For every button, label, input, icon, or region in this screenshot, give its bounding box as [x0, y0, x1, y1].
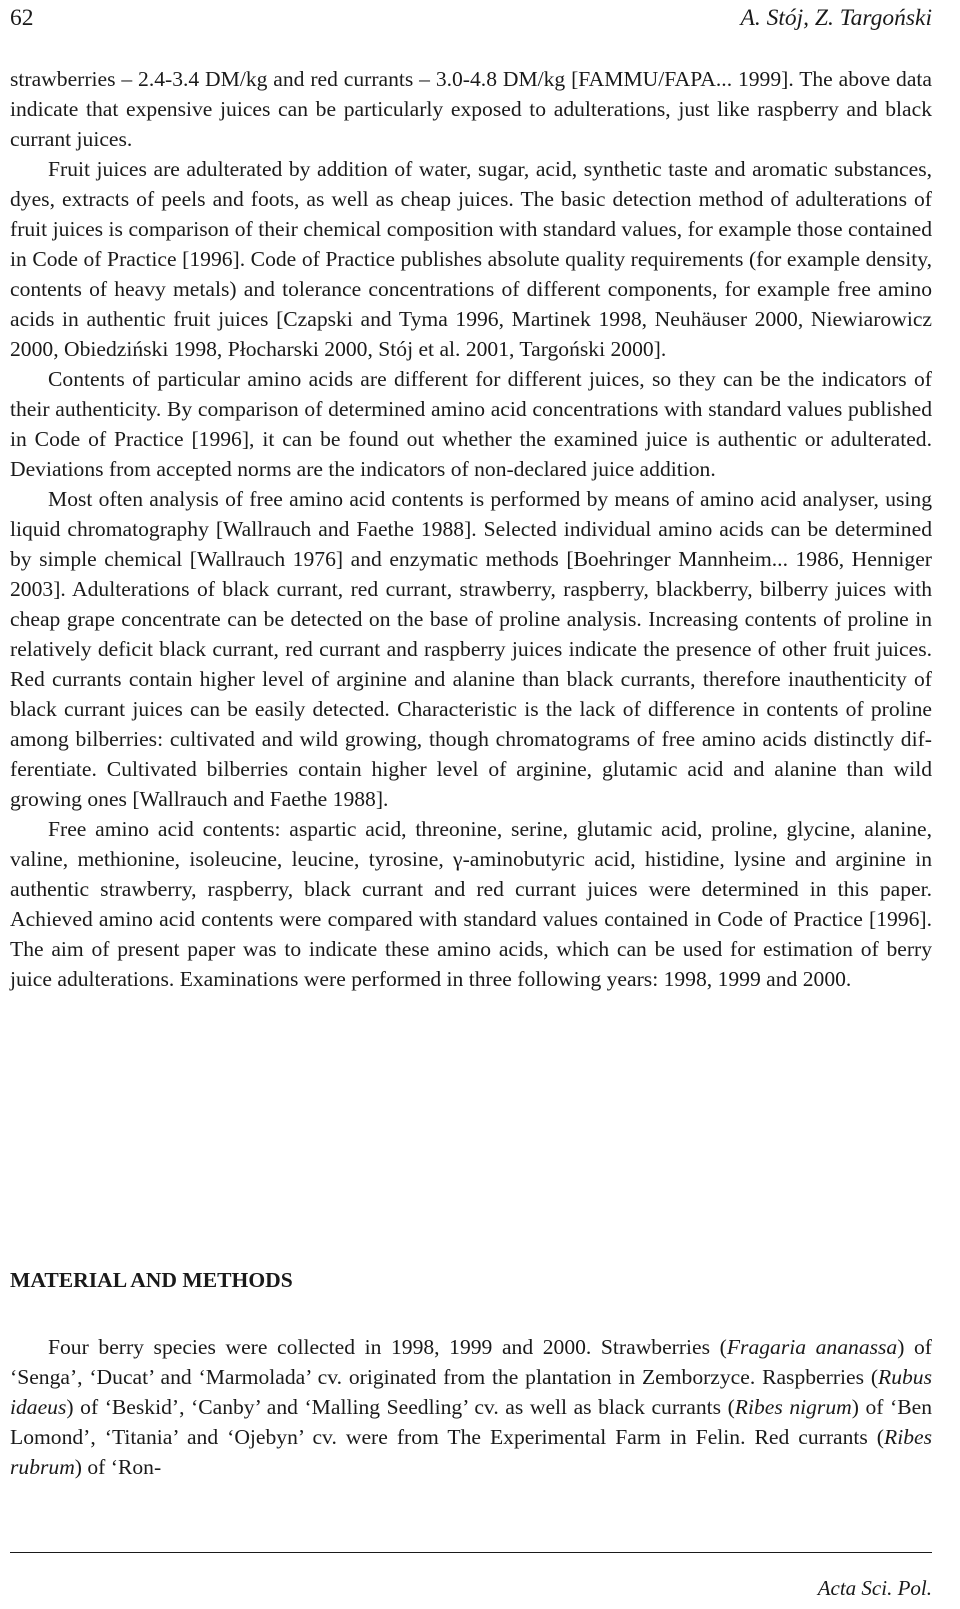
body-text: [10, 64, 932, 994]
paragraph-adulteration-methods: Fruit juices are adulterated by addition of water, sugar, acid, synthetic taste and aromatic substances, dyes, extracts of peels and foots, as well as cheap juices. The basic detection method of adulterations of fruit juices is comparison of their chemical composition with standard values, for example those contained in Code of Practice [1996]. Code of Practice publishes absolute quality requirements (for example density, contents of heavy metals) and tolerance concentrations of different components, for example free amino acids in authentic fruit juices [Czapski and Tyma 1996, Martinek 1998, Neuhäuser 2000, Niewiarowicz 2000, Obiedziński 1998, Płocharski 2000, Stój et al. 2001, Targoński 2000].: [10, 157, 932, 361]
footer-rule: [10, 1552, 932, 1553]
paragraph-amino-acid-indicators: Contents of particular amino acids are different for different juices, so they can be the indicators of their authenticity. By comparison of determined amino acid concentrations with standard values published in Code of Practice [1996], it can be found out whether the examined juice is authentic or adulterated. Deviations from accepted norms are the indicators of non-declared juice addition.: [10, 367, 932, 481]
species-name: Rubus idaeus: [10, 1365, 932, 1419]
species-name: Ribes rubrum: [10, 1425, 932, 1479]
section-heading-material-methods: MATERIAL AND METHODS: [10, 1268, 293, 1292]
text-run: ) of ‘Ron-: [74, 1455, 162, 1479]
text-run: Four berry species were collected in 1998, 1999 and 2000. Strawberries (: [48, 1335, 727, 1359]
text-run: ) of ‘Senga’, ‘Ducat’ and ‘Marmolada’ cv. originated from the plantation in Zemborzyce. Raspberries (: [10, 1335, 932, 1389]
methods-text: [10, 1332, 932, 1482]
page-number: 62: [10, 5, 34, 31]
paragraph-analysis-methods: Most often analysis of free amino acid contents is performed by means of amino acid analyser, using liquid chromatography [Wallrauch and Faethe 1988]. Selected individual amino acids can be determined by simple chemical [Wallrauch 1976] and enzymatic methods [Boehringer Mannheim... 1986, Henniger 2003]. Adulterations of black currant, red currant, strawberry, raspberry, blackberry, bilberry juices with cheap grape concentrate can be detected on the base of proline analysis. Increasing contents of proline in relatively deficit black currant, red currant and raspberry juices indicate the presence of other fruit juices. Red currants contain higher level of arginine and alanine than black currants, therefore inauthenticity of black currant juices can be easily detected. Characteristic is the lack of difference in contents of proline among bilberries: cultivated and wild growing, though chromatograms of free amino acids distinctly differentiate. Cultivated bilberries contain higher level of arginine, glutamic acid and alanine than wild growing ones [Wallrauch and Faethe 1988].: [10, 487, 932, 811]
text-run: ) of ‘Ben Lomond’, ‘Titania’ and ‘Ojebyn’ cv. were from The Experimental Farm in Felin. Red currants (: [10, 1395, 933, 1449]
paragraph-study-aim: Free amino acid contents: aspartic acid, threonine, serine, glutamic acid, proline, glycine, alanine, valine, methionine, isoleucine, leucine, tyrosine, γ-aminobutyric acid, histidine, lysine and arginine in authentic strawberry, raspberry, black currant and red currant juices were determined in this paper. Achieved amino acid contents were compared with standard values contained in Code of Practice [1996]. The aim of present paper was to indicate these amino acids, which can be used for estimation of berry juice adulterations. Examinations were performed in three following years: 1998, 1999 and 2000.: [10, 817, 932, 991]
species-name: Fragaria ananassa: [726, 1335, 898, 1359]
journal-footer: Acta Sci. Pol.: [817, 1576, 932, 1600]
text-run: ) of ‘Beskid’, ‘Canby’ and ‘Malling Seedling’ cv. as well as black currants (: [66, 1395, 735, 1419]
running-head-authors: A. Stój, Z. Targoński: [740, 5, 932, 31]
paragraph-continued: strawberries – 2.4-3.4 DM/kg and red currants – 3.0-4.8 DM/kg [FAMMU/FAPA... 1999]. The above data indicate that expensive juices can be particularly exposed to adulterations, just like raspberry and black currant juices.: [10, 67, 932, 151]
page-header: [10, 2, 932, 34]
paragraph-berry-species: [10, 1332, 932, 1482]
species-name: Ribes nigrum: [734, 1395, 852, 1419]
